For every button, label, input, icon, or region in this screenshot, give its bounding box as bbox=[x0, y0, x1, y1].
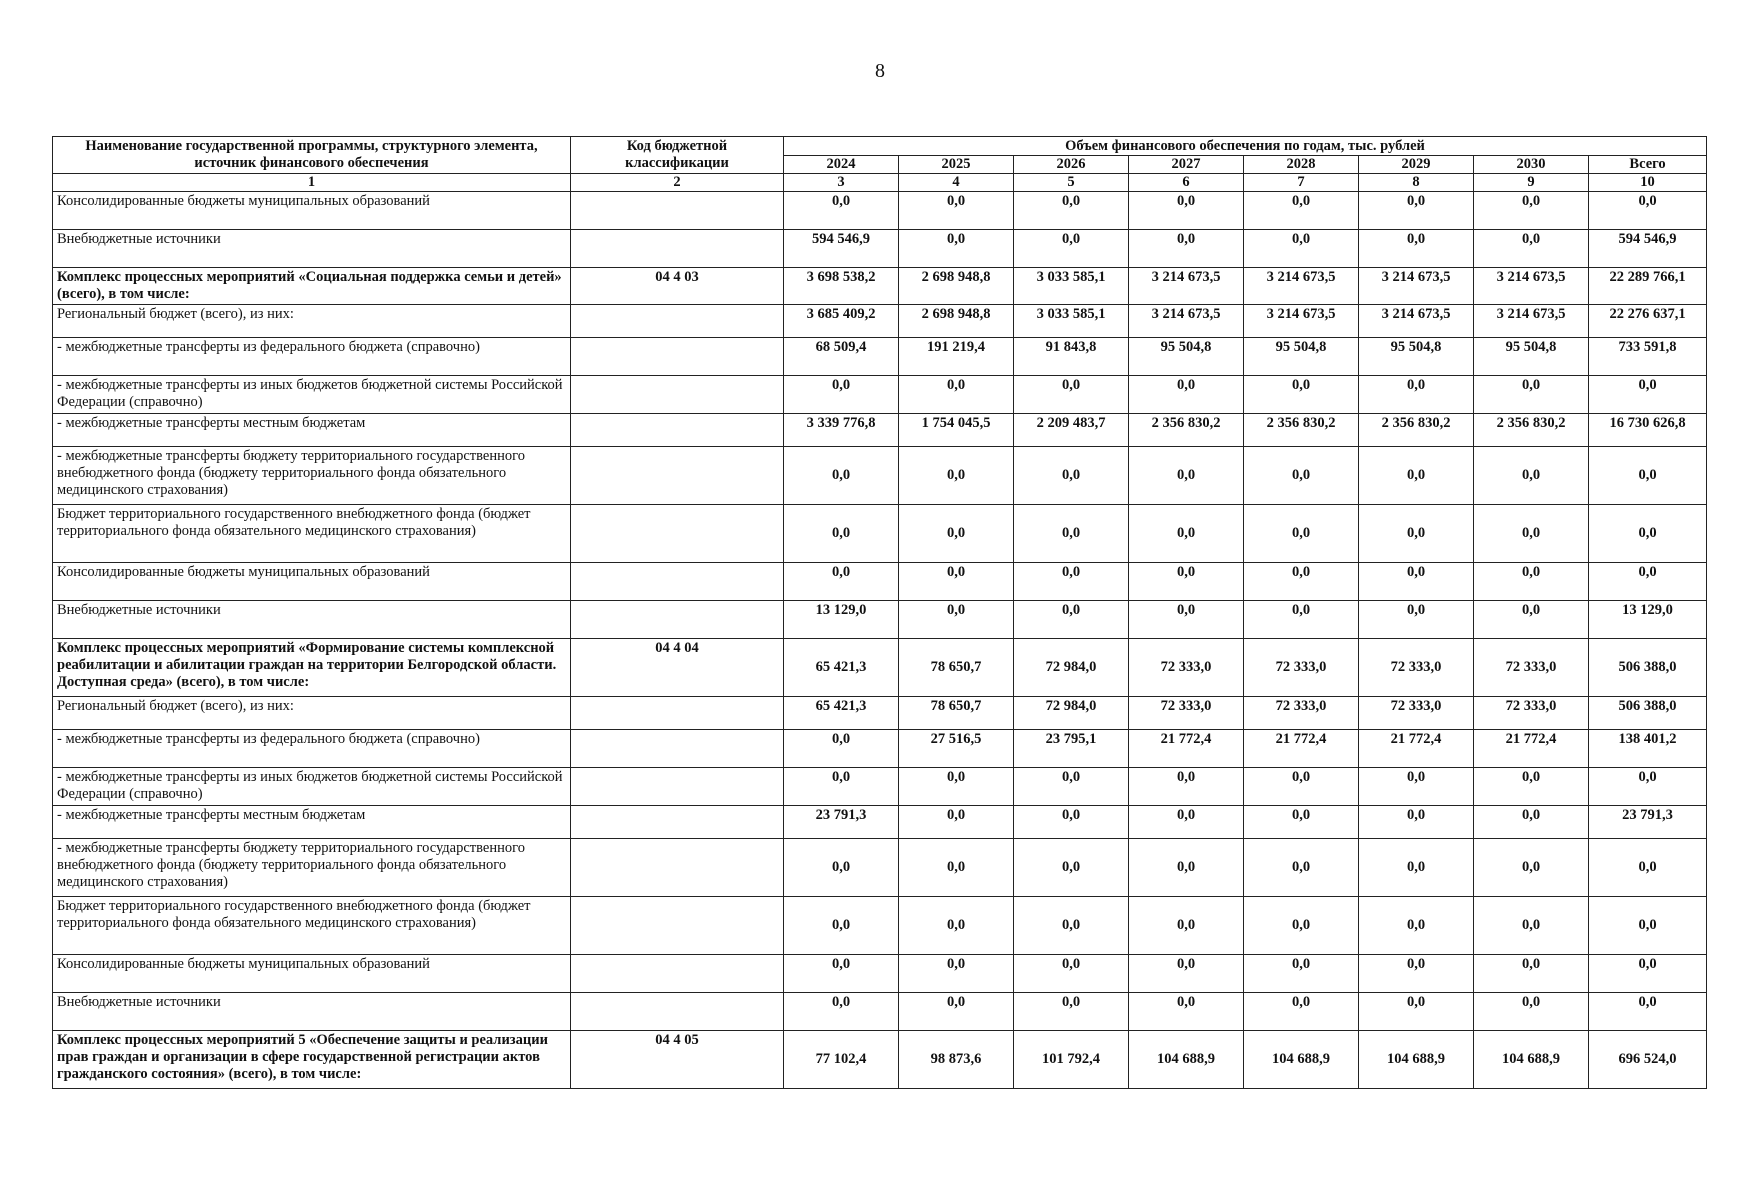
row-year-value: 0,0 bbox=[1474, 505, 1589, 563]
row-budget-code: 04 4 03 bbox=[571, 268, 784, 305]
row-year-value: 3 214 673,5 bbox=[1129, 268, 1244, 305]
row-name: - межбюджетные трансферты бюджету территориального государственного внебюджетного фонда (бюджету территориального фонда обязательного медицинского страхования) bbox=[53, 839, 571, 897]
row-budget-code bbox=[571, 768, 784, 806]
row-budget-code bbox=[571, 192, 784, 230]
row-year-value: 78 650,7 bbox=[899, 697, 1014, 730]
row-year-value: 0,0 bbox=[1474, 955, 1589, 993]
header-code-column: Код бюджетной классификации bbox=[571, 137, 784, 174]
table-row bbox=[53, 730, 1707, 768]
row-year-value: 0,0 bbox=[1014, 955, 1129, 993]
row-year-value: 77 102,4 bbox=[784, 1031, 899, 1089]
header-year: 2024 bbox=[784, 156, 899, 174]
row-year-value: 3 698 538,2 bbox=[784, 268, 899, 305]
row-year-value: 0,0 bbox=[899, 768, 1014, 806]
row-budget-code bbox=[571, 414, 784, 447]
table-row bbox=[53, 897, 1707, 955]
header-year: 2027 bbox=[1129, 156, 1244, 174]
row-year-value: 21 772,4 bbox=[1474, 730, 1589, 768]
row-total-value: 23 791,3 bbox=[1589, 806, 1707, 839]
page-number: 8 bbox=[875, 60, 885, 82]
row-year-value: 72 333,0 bbox=[1359, 639, 1474, 697]
row-budget-code bbox=[571, 697, 784, 730]
row-year-value: 0,0 bbox=[1244, 230, 1359, 268]
row-total-value: 0,0 bbox=[1589, 768, 1707, 806]
table-row bbox=[53, 268, 1707, 305]
table-row bbox=[53, 839, 1707, 897]
row-year-value: 95 504,8 bbox=[1474, 338, 1589, 376]
row-year-value: 23 791,3 bbox=[784, 806, 899, 839]
row-year-value: 0,0 bbox=[784, 730, 899, 768]
row-year-value: 0,0 bbox=[1244, 993, 1359, 1031]
row-year-value: 0,0 bbox=[784, 993, 899, 1031]
row-budget-code bbox=[571, 305, 784, 338]
row-year-value: 0,0 bbox=[1244, 839, 1359, 897]
column-number: 9 bbox=[1474, 174, 1589, 192]
row-year-value: 0,0 bbox=[1014, 505, 1129, 563]
row-year-value: 3 033 585,1 bbox=[1014, 268, 1129, 305]
row-budget-code bbox=[571, 338, 784, 376]
row-year-value: 0,0 bbox=[1474, 839, 1589, 897]
row-year-value: 68 509,4 bbox=[784, 338, 899, 376]
row-year-value: 65 421,3 bbox=[784, 697, 899, 730]
row-year-value: 0,0 bbox=[1474, 806, 1589, 839]
row-year-value: 72 333,0 bbox=[1244, 639, 1359, 697]
row-year-value: 95 504,8 bbox=[1359, 338, 1474, 376]
row-year-value: 0,0 bbox=[899, 447, 1014, 505]
row-year-value: 191 219,4 bbox=[899, 338, 1014, 376]
row-year-value: 0,0 bbox=[1359, 563, 1474, 601]
row-total-value: 0,0 bbox=[1589, 955, 1707, 993]
row-year-value: 0,0 bbox=[1014, 376, 1129, 414]
row-year-value: 0,0 bbox=[1129, 563, 1244, 601]
table-header bbox=[53, 137, 1707, 192]
row-name: Комплекс процессных мероприятий «Формирование системы комплексной реабилитации и абилитации граждан на территории Белгородской области. Доступная среда» (всего), в том числе: bbox=[53, 639, 571, 697]
row-year-value: 0,0 bbox=[1244, 376, 1359, 414]
row-budget-code bbox=[571, 447, 784, 505]
row-year-value: 72 333,0 bbox=[1244, 697, 1359, 730]
row-year-value: 0,0 bbox=[1359, 447, 1474, 505]
table-row bbox=[53, 768, 1707, 806]
row-year-value: 0,0 bbox=[1359, 192, 1474, 230]
row-year-value: 3 214 673,5 bbox=[1474, 305, 1589, 338]
financing-table bbox=[52, 136, 1707, 1089]
row-total-value: 0,0 bbox=[1589, 447, 1707, 505]
table-row bbox=[53, 192, 1707, 230]
row-year-value: 72 984,0 bbox=[1014, 697, 1129, 730]
column-number: 6 bbox=[1129, 174, 1244, 192]
row-year-value: 104 688,9 bbox=[1359, 1031, 1474, 1089]
row-total-value: 0,0 bbox=[1589, 897, 1707, 955]
row-year-value: 0,0 bbox=[899, 601, 1014, 639]
row-year-value: 3 339 776,8 bbox=[784, 414, 899, 447]
row-year-value: 0,0 bbox=[784, 376, 899, 414]
row-year-value: 0,0 bbox=[1359, 505, 1474, 563]
row-name: - межбюджетные трансферты из федерального бюджета (справочно) bbox=[53, 730, 571, 768]
row-year-value: 0,0 bbox=[1014, 601, 1129, 639]
table-row bbox=[53, 376, 1707, 414]
row-year-value: 0,0 bbox=[1244, 897, 1359, 955]
row-year-value: 0,0 bbox=[1359, 897, 1474, 955]
row-total-value: 594 546,9 bbox=[1589, 230, 1707, 268]
row-year-value: 0,0 bbox=[1244, 505, 1359, 563]
row-year-value: 0,0 bbox=[1014, 993, 1129, 1031]
table-row bbox=[53, 305, 1707, 338]
row-name: Комплекс процессных мероприятий «Социальная поддержка семьи и детей» (всего), в том числе: bbox=[53, 268, 571, 305]
row-budget-code bbox=[571, 376, 784, 414]
column-number: 1 bbox=[53, 174, 571, 192]
row-year-value: 72 333,0 bbox=[1474, 697, 1589, 730]
row-name: - межбюджетные трансферты бюджету территориального государственного внебюджетного фонда (бюджету территориального фонда обязательного медицинского страхования) bbox=[53, 447, 571, 505]
row-year-value: 72 333,0 bbox=[1129, 639, 1244, 697]
row-year-value: 0,0 bbox=[1359, 230, 1474, 268]
row-total-value: 733 591,8 bbox=[1589, 338, 1707, 376]
row-budget-code bbox=[571, 601, 784, 639]
row-year-value: 0,0 bbox=[1129, 897, 1244, 955]
row-year-value: 3 214 673,5 bbox=[1359, 268, 1474, 305]
row-year-value: 0,0 bbox=[1129, 955, 1244, 993]
row-total-value: 13 129,0 bbox=[1589, 601, 1707, 639]
row-year-value: 0,0 bbox=[1359, 839, 1474, 897]
row-year-value: 72 333,0 bbox=[1359, 697, 1474, 730]
table-row bbox=[53, 230, 1707, 268]
row-year-value: 0,0 bbox=[1474, 192, 1589, 230]
row-year-value: 3 033 585,1 bbox=[1014, 305, 1129, 338]
header-volume-column: Объем финансового обеспечения по годам, тыс. рублей bbox=[784, 137, 1707, 156]
column-number: 3 bbox=[784, 174, 899, 192]
row-year-value: 0,0 bbox=[1129, 839, 1244, 897]
row-year-value: 0,0 bbox=[1244, 447, 1359, 505]
row-year-value: 0,0 bbox=[899, 192, 1014, 230]
row-year-value: 0,0 bbox=[899, 897, 1014, 955]
row-total-value: 22 289 766,1 bbox=[1589, 268, 1707, 305]
table-row bbox=[53, 447, 1707, 505]
row-year-value: 0,0 bbox=[899, 563, 1014, 601]
row-year-value: 0,0 bbox=[1359, 376, 1474, 414]
row-year-value: 0,0 bbox=[1359, 601, 1474, 639]
row-name: - межбюджетные трансферты из федерального бюджета (справочно) bbox=[53, 338, 571, 376]
row-year-value: 0,0 bbox=[1244, 563, 1359, 601]
row-year-value: 2 698 948,8 bbox=[899, 268, 1014, 305]
row-name: Внебюджетные источники bbox=[53, 993, 571, 1031]
row-year-value: 2 356 830,2 bbox=[1244, 414, 1359, 447]
header-name-column: Наименование государственной программы, структурного элемента, источник финансового обеспечения bbox=[53, 137, 571, 174]
row-year-value: 0,0 bbox=[1129, 768, 1244, 806]
row-year-value: 0,0 bbox=[1129, 806, 1244, 839]
header-year: 2025 bbox=[899, 156, 1014, 174]
row-budget-code: 04 4 05 bbox=[571, 1031, 784, 1089]
row-name: Внебюджетные источники bbox=[53, 601, 571, 639]
row-year-value: 0,0 bbox=[784, 768, 899, 806]
row-year-value: 72 333,0 bbox=[1474, 639, 1589, 697]
row-year-value: 1 754 045,5 bbox=[899, 414, 1014, 447]
row-year-value: 0,0 bbox=[1129, 192, 1244, 230]
row-year-value: 3 214 673,5 bbox=[1244, 305, 1359, 338]
column-number: 10 bbox=[1589, 174, 1707, 192]
row-budget-code bbox=[571, 806, 784, 839]
row-year-value: 0,0 bbox=[1474, 897, 1589, 955]
row-year-value: 27 516,5 bbox=[899, 730, 1014, 768]
row-year-value: 0,0 bbox=[1014, 230, 1129, 268]
column-number: 2 bbox=[571, 174, 784, 192]
row-total-value: 16 730 626,8 bbox=[1589, 414, 1707, 447]
row-budget-code bbox=[571, 897, 784, 955]
row-total-value: 696 524,0 bbox=[1589, 1031, 1707, 1089]
row-name: Консолидированные бюджеты муниципальных образований bbox=[53, 192, 571, 230]
table-row bbox=[53, 338, 1707, 376]
row-budget-code bbox=[571, 730, 784, 768]
header-year: 2028 bbox=[1244, 156, 1359, 174]
row-year-value: 0,0 bbox=[1014, 839, 1129, 897]
table-row bbox=[53, 1031, 1707, 1089]
row-year-value: 2 356 830,2 bbox=[1474, 414, 1589, 447]
row-year-value: 104 688,9 bbox=[1129, 1031, 1244, 1089]
row-year-value: 3 214 673,5 bbox=[1359, 305, 1474, 338]
row-name: Комплекс процессных мероприятий 5 «Обеспечение защиты и реализации прав граждан и организации в сфере государственной регистрации актов гражданского состояния» (всего), в том числе: bbox=[53, 1031, 571, 1089]
row-year-value: 0,0 bbox=[1129, 601, 1244, 639]
row-name: Региональный бюджет (всего), из них: bbox=[53, 697, 571, 730]
row-year-value: 21 772,4 bbox=[1359, 730, 1474, 768]
row-total-value: 506 388,0 bbox=[1589, 697, 1707, 730]
row-total-value: 22 276 637,1 bbox=[1589, 305, 1707, 338]
row-total-value: 0,0 bbox=[1589, 993, 1707, 1031]
row-year-value: 91 843,8 bbox=[1014, 338, 1129, 376]
row-year-value: 0,0 bbox=[784, 192, 899, 230]
row-year-value: 0,0 bbox=[1359, 955, 1474, 993]
row-year-value: 3 214 673,5 bbox=[1129, 305, 1244, 338]
row-total-value: 0,0 bbox=[1589, 563, 1707, 601]
row-year-value: 0,0 bbox=[1474, 376, 1589, 414]
row-year-value: 0,0 bbox=[899, 955, 1014, 993]
row-year-value: 0,0 bbox=[899, 376, 1014, 414]
row-year-value: 0,0 bbox=[899, 806, 1014, 839]
row-year-value: 0,0 bbox=[1474, 768, 1589, 806]
row-year-value: 21 772,4 bbox=[1244, 730, 1359, 768]
row-year-value: 0,0 bbox=[1014, 563, 1129, 601]
row-budget-code bbox=[571, 505, 784, 563]
row-budget-code bbox=[571, 955, 784, 993]
row-year-value: 0,0 bbox=[1129, 993, 1244, 1031]
row-year-value: 2 698 948,8 bbox=[899, 305, 1014, 338]
table-row bbox=[53, 806, 1707, 839]
row-name: - межбюджетные трансферты местным бюджетам bbox=[53, 806, 571, 839]
header-year: 2026 bbox=[1014, 156, 1129, 174]
table-body bbox=[53, 192, 1707, 1089]
row-name: Региональный бюджет (всего), из них: bbox=[53, 305, 571, 338]
row-year-value: 3 214 673,5 bbox=[1474, 268, 1589, 305]
column-number: 4 bbox=[899, 174, 1014, 192]
table-row bbox=[53, 601, 1707, 639]
row-total-value: 0,0 bbox=[1589, 192, 1707, 230]
row-year-value: 0,0 bbox=[1129, 230, 1244, 268]
row-year-value: 0,0 bbox=[1014, 447, 1129, 505]
row-year-value: 0,0 bbox=[784, 563, 899, 601]
header-year: 2030 bbox=[1474, 156, 1589, 174]
row-year-value: 104 688,9 bbox=[1474, 1031, 1589, 1089]
row-year-value: 0,0 bbox=[1474, 563, 1589, 601]
row-year-value: 95 504,8 bbox=[1129, 338, 1244, 376]
row-year-value: 98 873,6 bbox=[899, 1031, 1014, 1089]
row-year-value: 0,0 bbox=[1129, 447, 1244, 505]
row-year-value: 594 546,9 bbox=[784, 230, 899, 268]
row-budget-code bbox=[571, 993, 784, 1031]
row-year-value: 78 650,7 bbox=[899, 639, 1014, 697]
row-year-value: 104 688,9 bbox=[1244, 1031, 1359, 1089]
row-year-value: 0,0 bbox=[899, 839, 1014, 897]
row-year-value: 0,0 bbox=[1474, 230, 1589, 268]
row-year-value: 13 129,0 bbox=[784, 601, 899, 639]
row-budget-code bbox=[571, 563, 784, 601]
row-year-value: 101 792,4 bbox=[1014, 1031, 1129, 1089]
table-row bbox=[53, 414, 1707, 447]
row-year-value: 0,0 bbox=[1244, 955, 1359, 993]
row-year-value: 0,0 bbox=[1244, 768, 1359, 806]
row-name: Внебюджетные источники bbox=[53, 230, 571, 268]
row-year-value: 0,0 bbox=[784, 505, 899, 563]
row-year-value: 0,0 bbox=[1474, 993, 1589, 1031]
row-year-value: 0,0 bbox=[1359, 993, 1474, 1031]
row-total-value: 0,0 bbox=[1589, 839, 1707, 897]
row-year-value: 0,0 bbox=[1244, 192, 1359, 230]
row-year-value: 0,0 bbox=[1244, 601, 1359, 639]
row-year-value: 95 504,8 bbox=[1244, 338, 1359, 376]
row-year-value: 0,0 bbox=[1244, 806, 1359, 839]
row-year-value: 0,0 bbox=[899, 230, 1014, 268]
row-year-value: 0,0 bbox=[1129, 505, 1244, 563]
header-year: 2029 bbox=[1359, 156, 1474, 174]
table-row bbox=[53, 697, 1707, 730]
row-name: - межбюджетные трансферты местным бюджетам bbox=[53, 414, 571, 447]
row-name: Бюджет территориального государственного внебюджетного фонда (бюджет территориального фонда обязательного медицинского страхования) bbox=[53, 505, 571, 563]
row-year-value: 0,0 bbox=[1359, 768, 1474, 806]
table-row bbox=[53, 505, 1707, 563]
row-year-value: 2 356 830,2 bbox=[1359, 414, 1474, 447]
row-name: - межбюджетные трансферты из иных бюджетов бюджетной системы Российской Федерации (справочно) bbox=[53, 376, 571, 414]
header-total: Всего bbox=[1589, 156, 1707, 174]
column-number: 7 bbox=[1244, 174, 1359, 192]
row-year-value: 0,0 bbox=[1014, 192, 1129, 230]
row-name: Консолидированные бюджеты муниципальных образований bbox=[53, 955, 571, 993]
row-year-value: 65 421,3 bbox=[784, 639, 899, 697]
row-name: Бюджет территориального государственного внебюджетного фонда (бюджет территориального фонда обязательного медицинского страхования) bbox=[53, 897, 571, 955]
row-year-value: 2 209 483,7 bbox=[1014, 414, 1129, 447]
row-name: - межбюджетные трансферты из иных бюджетов бюджетной системы Российской Федерации (справочно) bbox=[53, 768, 571, 806]
table-row bbox=[53, 563, 1707, 601]
row-year-value: 2 356 830,2 bbox=[1129, 414, 1244, 447]
row-year-value: 0,0 bbox=[899, 505, 1014, 563]
row-year-value: 0,0 bbox=[1014, 897, 1129, 955]
row-budget-code bbox=[571, 839, 784, 897]
row-year-value: 3 685 409,2 bbox=[784, 305, 899, 338]
row-year-value: 0,0 bbox=[1129, 376, 1244, 414]
row-year-value: 0,0 bbox=[784, 897, 899, 955]
row-name: Консолидированные бюджеты муниципальных образований bbox=[53, 563, 571, 601]
row-total-value: 0,0 bbox=[1589, 376, 1707, 414]
column-number: 8 bbox=[1359, 174, 1474, 192]
row-year-value: 0,0 bbox=[1014, 768, 1129, 806]
row-year-value: 72 333,0 bbox=[1129, 697, 1244, 730]
column-number: 5 bbox=[1014, 174, 1129, 192]
row-year-value: 0,0 bbox=[784, 839, 899, 897]
row-year-value: 0,0 bbox=[1014, 806, 1129, 839]
row-total-value: 0,0 bbox=[1589, 505, 1707, 563]
row-year-value: 0,0 bbox=[1474, 601, 1589, 639]
row-year-value: 23 795,1 bbox=[1014, 730, 1129, 768]
row-year-value: 0,0 bbox=[899, 993, 1014, 1031]
row-year-value: 0,0 bbox=[784, 447, 899, 505]
row-year-value: 0,0 bbox=[784, 955, 899, 993]
row-year-value: 72 984,0 bbox=[1014, 639, 1129, 697]
row-year-value: 3 214 673,5 bbox=[1244, 268, 1359, 305]
row-year-value: 0,0 bbox=[1359, 806, 1474, 839]
row-year-value: 21 772,4 bbox=[1129, 730, 1244, 768]
table-row bbox=[53, 955, 1707, 993]
row-total-value: 506 388,0 bbox=[1589, 639, 1707, 697]
row-year-value: 0,0 bbox=[1474, 447, 1589, 505]
row-total-value: 138 401,2 bbox=[1589, 730, 1707, 768]
row-budget-code: 04 4 04 bbox=[571, 639, 784, 697]
row-budget-code bbox=[571, 230, 784, 268]
table-row bbox=[53, 639, 1707, 697]
table-row bbox=[53, 993, 1707, 1031]
